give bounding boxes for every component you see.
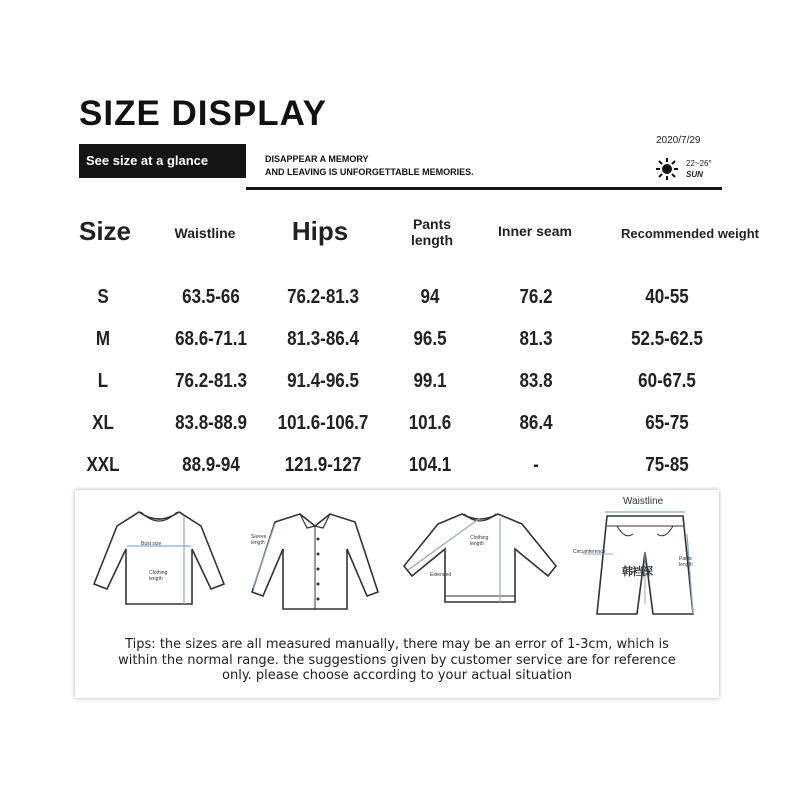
tshirt-length-line-1: Clothing [149, 570, 168, 576]
shirt-icon [245, 504, 385, 614]
page-title: SIZE DISPLAY [79, 94, 327, 133]
cell-hips: 121.9-127 [284, 454, 362, 476]
measurement-diagrams [75, 490, 719, 698]
cell-waistline: 63.5-66 [182, 286, 240, 308]
cell-recommended-weight: 65-75 [645, 412, 689, 434]
cell-size: M [95, 328, 111, 350]
cell-pants-length: 99.1 [413, 370, 447, 392]
cell-size: L [97, 370, 109, 392]
pants-header-line-2: length [411, 232, 453, 248]
sleeve-length-line-1: Sleeve [251, 534, 267, 540]
cell-size: XXL [86, 454, 120, 476]
cell-hips: 81.3-86.4 [287, 328, 359, 350]
weather-info [686, 158, 712, 180]
bust-size-label: Bust size [141, 541, 162, 547]
tshirt-length-label [149, 570, 167, 582]
temperature-label: 22~26° [686, 159, 712, 168]
cell-size: S [97, 286, 109, 308]
cell-inner-seam: 76.2 [519, 286, 553, 308]
sweater-icon [400, 504, 560, 609]
cell-hips: 101.6-106.7 [277, 412, 369, 434]
cell-size: XL [92, 412, 114, 434]
date-label: 2020/7/29 [656, 135, 701, 146]
column-header-waistline: Waistline [174, 225, 236, 241]
cell-inner-seam: 83.8 [519, 370, 553, 392]
cell-waistline: 76.2-81.3 [175, 370, 247, 392]
column-header-size: Size [78, 216, 132, 246]
cell-pants-length: 104.1 [408, 454, 452, 476]
waistline-label: Waistline [623, 496, 664, 507]
sun-icon [655, 157, 679, 181]
header-divider [246, 187, 722, 190]
tips-line-2: within the normal range. the suggestions given by customer service are for reference [118, 652, 676, 668]
sweater-length-line-2: length [470, 541, 484, 547]
pants-length-line-1: Pants [679, 556, 692, 562]
column-header-inner-seam: Inner seam [498, 223, 572, 239]
tagline-line-2: AND LEAVING IS UNFORGETTABLE MEMORIES. [265, 167, 474, 177]
tshirt-icon [89, 504, 229, 609]
cell-hips: 76.2-81.3 [287, 286, 359, 308]
sweater-length-line-1: Clothing [470, 535, 489, 541]
cell-waistline: 83.8-88.9 [175, 412, 247, 434]
extended-label: Extended [430, 572, 452, 578]
tips-line-1: Tips: the sizes are all measured manually, there may be an error of 1-3cm, which is [125, 637, 669, 652]
cell-recommended-weight: 40-55 [645, 286, 689, 308]
sleeve-length-label [251, 534, 266, 546]
column-header-recommended-weight: Recommended weight [621, 226, 759, 241]
column-header-hips: Hips [291, 216, 349, 246]
tagline-line-1: DISAPPEAR A MEMORY [265, 154, 369, 164]
pants-header-line-1: Pants [412, 216, 452, 232]
pants-length-line-2: length [679, 562, 693, 568]
cell-recommended-weight: 52.5-62.5 [631, 328, 703, 350]
column-header-pants-length [392, 216, 472, 248]
cell-pants-length: 101.6 [408, 412, 452, 434]
cell-recommended-weight: 60-67.5 [638, 370, 696, 392]
cell-recommended-weight: 75-85 [645, 454, 689, 476]
cell-pants-length: 94 [420, 286, 440, 308]
sweater-length-label [470, 535, 488, 547]
cell-hips: 91.4-96.5 [287, 370, 359, 392]
cell-waistline: 88.9-94 [182, 454, 240, 476]
pants-length-label [679, 556, 693, 568]
weather-label: SUN [686, 170, 703, 179]
sleeve-length-line-2: length [251, 540, 265, 546]
cell-pants-length: 96.5 [413, 328, 447, 350]
cell-inner-seam: - [533, 454, 539, 476]
tips-text [75, 637, 719, 684]
tips-line-3: only. please choose according to your actual situation [222, 668, 572, 683]
size-at-a-glance-banner: See size at a glance [79, 144, 246, 178]
cell-inner-seam: 81.3 [519, 328, 553, 350]
pants-icon [575, 504, 715, 619]
cell-inner-seam: 86.4 [519, 412, 553, 434]
circumference-label: Circumference [573, 549, 606, 555]
tagline [265, 153, 474, 179]
tshirt-length-line-2: length [149, 576, 163, 582]
brand-logo: 韩裆深 [622, 565, 652, 578]
cell-waistline: 68.6-71.1 [175, 328, 247, 350]
